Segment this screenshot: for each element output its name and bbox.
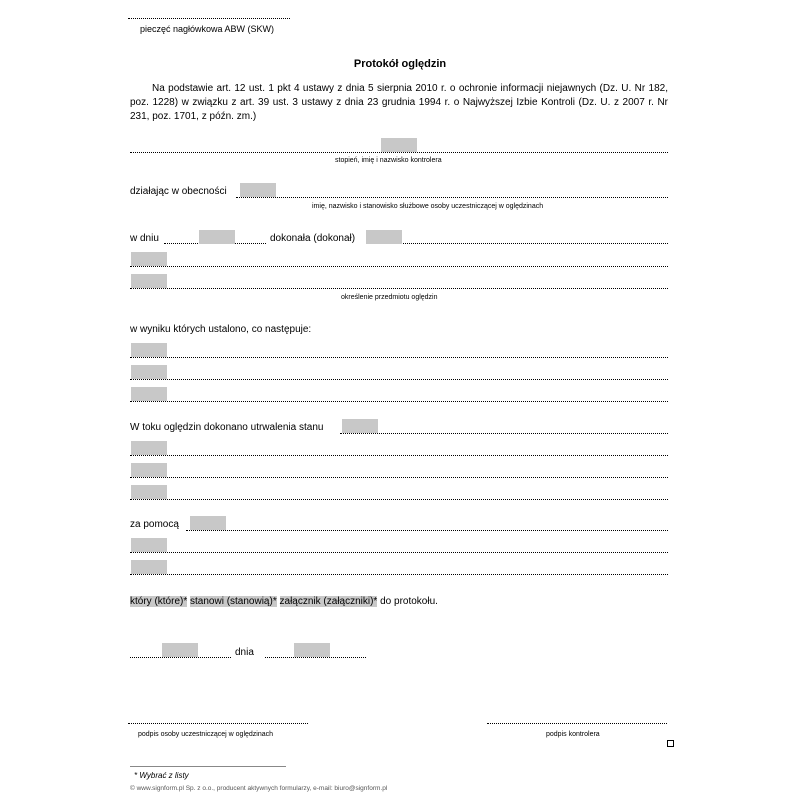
- subject-field-1[interactable]: [131, 252, 167, 266]
- presence-caption: imię, nazwisko i stanowisko służbowe osoby uczestniczącej w oględzinach: [312, 203, 544, 210]
- recording-field-3[interactable]: [131, 485, 167, 499]
- document-title: Protokół oględzin: [353, 58, 447, 70]
- date-label: dnia: [235, 647, 254, 658]
- footer-text: © www.signform.pl Sp. z o.o., producent aktywnych formularzy, e-mail: biuro@signform.pl: [130, 785, 388, 792]
- recording-line: [340, 433, 668, 434]
- means-line: [186, 530, 668, 531]
- means-field-2[interactable]: [131, 560, 167, 574]
- footnote: * Wybrać z listy: [134, 771, 189, 780]
- recording-line-3: [130, 499, 668, 500]
- findings-line-1: [130, 357, 668, 358]
- subject-caption: określenie przedmiotu oględzin: [341, 294, 438, 301]
- signature-controller-caption: podpis kontrolera: [546, 731, 600, 738]
- recording-label: W toku oględzin dokonano utrwalenia stanu: [130, 422, 324, 433]
- findings-line-3: [130, 401, 668, 402]
- means-field[interactable]: [190, 516, 226, 530]
- attachment-choice-1[interactable]: który (które)*: [130, 596, 188, 607]
- recording-line-2: [130, 477, 668, 478]
- means-line-1: [130, 552, 668, 553]
- findings-field-1[interactable]: [131, 343, 167, 357]
- date-line: [265, 657, 366, 658]
- performed-line: [366, 243, 668, 244]
- attachment-suffix: do protokołu.: [380, 596, 438, 607]
- stamp-caption: pieczęć nagłówkowa ABW (SKW): [140, 24, 275, 34]
- findings-field-3[interactable]: [131, 387, 167, 401]
- subject-line-1: [130, 266, 668, 267]
- findings-field-2[interactable]: [131, 365, 167, 379]
- day-label: w dniu: [130, 233, 159, 244]
- checkbox-icon[interactable]: [667, 740, 674, 747]
- findings-line-2: [130, 379, 668, 380]
- presence-line: [236, 197, 668, 198]
- stamp-line: [128, 18, 290, 19]
- place-line: [130, 657, 231, 658]
- performed-field[interactable]: [366, 230, 402, 244]
- attachment-sentence: [130, 595, 438, 609]
- performed-label: dokonała (dokonał): [270, 233, 356, 244]
- date-field[interactable]: [294, 643, 330, 657]
- means-label: za pomocą: [130, 519, 179, 530]
- recording-field[interactable]: [342, 419, 378, 433]
- recording-line-1: [130, 455, 668, 456]
- attachment-choice-2[interactable]: stanowi (stanowią)*: [190, 596, 277, 607]
- controller-caption: stopień, imię i nazwisko kontrolera: [335, 157, 442, 164]
- subject-line-2: [130, 288, 668, 289]
- day-field[interactable]: [199, 230, 235, 244]
- presence-field[interactable]: [240, 183, 276, 197]
- recording-field-2[interactable]: [131, 463, 167, 477]
- signature-participant-line: [128, 723, 308, 724]
- recording-field-1[interactable]: [131, 441, 167, 455]
- means-field-1[interactable]: [131, 538, 167, 552]
- findings-label: w wyniku których ustalono, co następuje:: [130, 324, 312, 335]
- controller-name-field[interactable]: [381, 138, 417, 152]
- footnote-rule: [130, 766, 286, 767]
- attachment-choice-3[interactable]: załącznik (załączniki)*: [279, 596, 378, 607]
- presence-label: działając w obecności: [130, 186, 227, 197]
- controller-line: [130, 152, 668, 153]
- place-field[interactable]: [162, 643, 198, 657]
- subject-field-2[interactable]: [131, 274, 167, 288]
- intro-paragraph: Na podstawie art. 12 ust. 1 pkt 4 ustawy z dnia 5 sierpnia 2010 r. o ochronie informacji niejawnych (Dz. U. Nr 182, poz. 1228) w związku z art. 39 ust. 3 ustawy z dnia 23 grudnia 1994 r. o Najwyższej Izbie Kontroli (Dz. U. z 2007 r. Nr 231, poz. 1701, z późn. zm.): [130, 83, 668, 122]
- means-line-2: [130, 574, 668, 575]
- signature-participant-caption: podpis osoby uczestniczącej w oględzinach: [138, 731, 274, 738]
- signature-controller-line: [487, 723, 667, 724]
